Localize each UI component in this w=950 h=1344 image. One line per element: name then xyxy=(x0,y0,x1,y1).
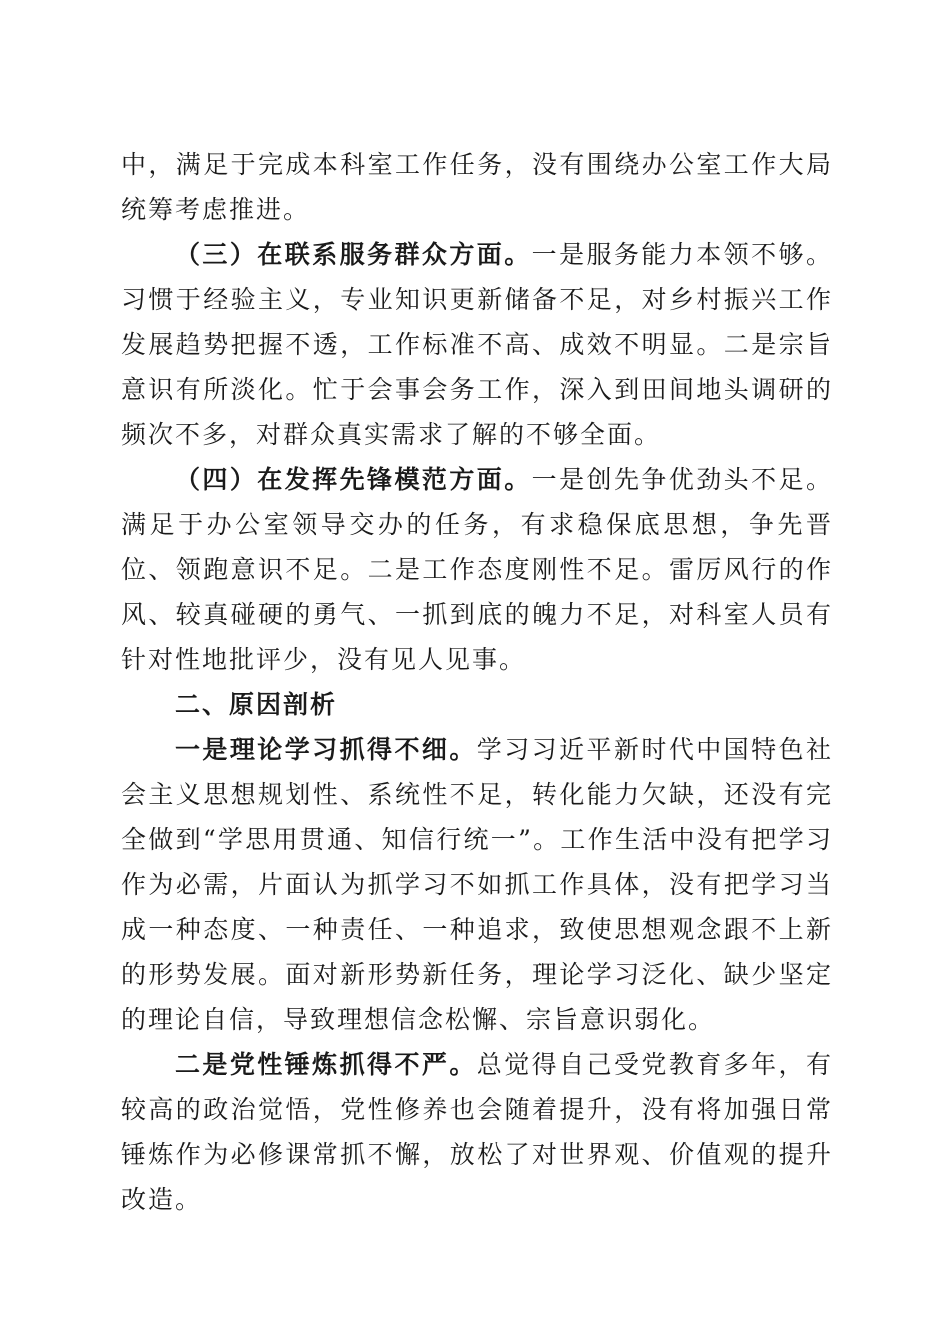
cause-two-paragraph xyxy=(121,1042,833,1222)
section-three-paragraph xyxy=(121,232,833,457)
section-four-body: 一是创先争优劲头不足。满足于办公室领导交办的任务，有求稳保底思想，争先晋位、领跑意识不足。二是工作态度刚性不足。雷厉风行的作风、较真碰硬的勇气、一抓到底的魄力不足，对科室人员有针对性地批评少，没有见人见事。 xyxy=(121,465,833,674)
cause-two-body: 总觉得自己受党教育多年，有较高的政治觉悟，党性修养也会随着提升，没有将加强日常锤炼作为必修课常抓不懈，放松了对世界观、价值观的提升改造。 xyxy=(121,1050,833,1214)
continuation-text: 中，满足于完成本科室工作任务，没有围绕办公室工作大局统筹考虑推进。 xyxy=(121,150,833,224)
section-three-body: 一是服务能力本领不够。习惯于经验主义，专业知识更新储备不足，对乡村振兴工作发展趋势把握不透，工作标准不高、成效不明显。二是宗旨意识有所淡化。忙于会事会务工作，深入到田间地头调研的频次不多，对群众真实需求了解的不够全面。 xyxy=(121,240,833,449)
section-four-lead: （四）在发挥先锋模范方面。 xyxy=(175,465,532,494)
cause-one-paragraph xyxy=(121,727,833,1042)
cause-one-body: 学习习近平新时代中国特色社会主义思想规划性、系统性不足，转化能力欠缺，还没有完全做到“学思用贯通、知信行统一”。工作生活中没有把学习作为必需，片面认为抓学习不如抓工作具体，没有把学习当成一种态度、一种责任、一种追求，致使思想观念跟不上新的形势发展。面对新形势新任务，理论学习泛化、缺少坚定的理论自信，导致理想信念松懈、宗旨意识弱化。 xyxy=(121,735,833,1034)
cause-two-lead: 二是党性锤炼抓得不严。 xyxy=(175,1050,477,1079)
section-four-paragraph xyxy=(121,457,833,682)
continuation-paragraph xyxy=(121,142,833,232)
cause-one-lead: 一是理论学习抓得不细。 xyxy=(175,735,477,764)
heading-two-text: 二、原因剖析 xyxy=(175,690,338,719)
heading-cause-analysis xyxy=(121,682,833,727)
section-three-lead: （三）在联系服务群众方面。 xyxy=(175,240,532,269)
document-body xyxy=(121,142,833,1222)
